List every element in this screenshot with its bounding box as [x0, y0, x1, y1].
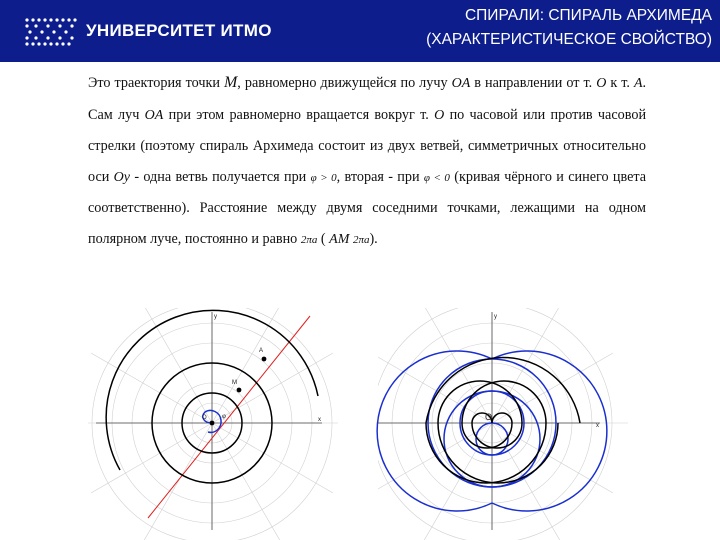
math-M: M [223, 74, 238, 91]
text-segment: , равномерно движущейся по лучу [237, 75, 448, 91]
math-Oy: Oy [113, 169, 130, 185]
header-bar [0, 0, 720, 62]
label-x: x [318, 417, 321, 423]
math-AM: AM [329, 231, 350, 247]
figure-right [352, 302, 632, 540]
text-segment: ). [369, 230, 378, 247]
label-O-right: O [485, 412, 493, 422]
text-segment: к т. [610, 75, 630, 91]
label-phi: φ [222, 414, 226, 420]
text-segment: (кривая чёрного и синего цвета соответственно). Расстояние между двумя соседними точками, лежащими на одном полярном луче, постоянно и равно [88, 168, 647, 247]
label-O: O [202, 415, 207, 421]
point-A [262, 357, 267, 362]
label-M: M [232, 380, 237, 386]
math-2pi-a: 2πa [300, 233, 318, 246]
label-x-right: x [596, 423, 599, 429]
slide-title-line-2: (ХАРАКТЕРИСТИЧЕСКОЕ СВОЙСТВО) [426, 31, 712, 48]
figure-left [72, 302, 352, 540]
label-y: y [214, 314, 217, 320]
slide-title-line-1: СПИРАЛИ: СПИРАЛЬ АРХИМЕДА [464, 7, 712, 24]
math-phi-positive: φ > 0 [310, 171, 337, 184]
point-M [237, 388, 242, 393]
math-2pi-a-2: 2πa [352, 233, 370, 246]
text-segment: при этом равномерно вращается вокруг т. [168, 106, 429, 123]
math-OA: OA [144, 107, 164, 123]
text-segment: - одна ветвь получается при [134, 168, 307, 185]
text-segment: . Сам луч [88, 75, 647, 123]
figures [0, 300, 720, 540]
label-y-right: y [494, 314, 497, 320]
math-O: O [434, 107, 445, 123]
math-phi-negative: φ < 0 [423, 171, 450, 184]
label-A: A [259, 348, 264, 354]
slide-title [372, 4, 712, 52]
text-segment: Это траектория точки [88, 75, 220, 91]
math-A: A [633, 76, 643, 91]
text-segment: , вторая - при [336, 168, 420, 185]
university-name: УНИВЕРСИТЕТ ИТМО [86, 21, 272, 40]
math-OA: OA [451, 76, 471, 91]
itmo-logo-icon [24, 16, 78, 48]
text-segment: по часовой или против часовой стрелки (поэтому спираль Архимеда состоит из двух ветвей, симметричных относительно оси [88, 106, 647, 185]
text-segment: в направлении от т. [474, 75, 593, 91]
text-segment: ( [320, 230, 326, 247]
math-O: O [596, 76, 607, 91]
description-paragraph [88, 68, 646, 255]
point-O [210, 421, 215, 426]
